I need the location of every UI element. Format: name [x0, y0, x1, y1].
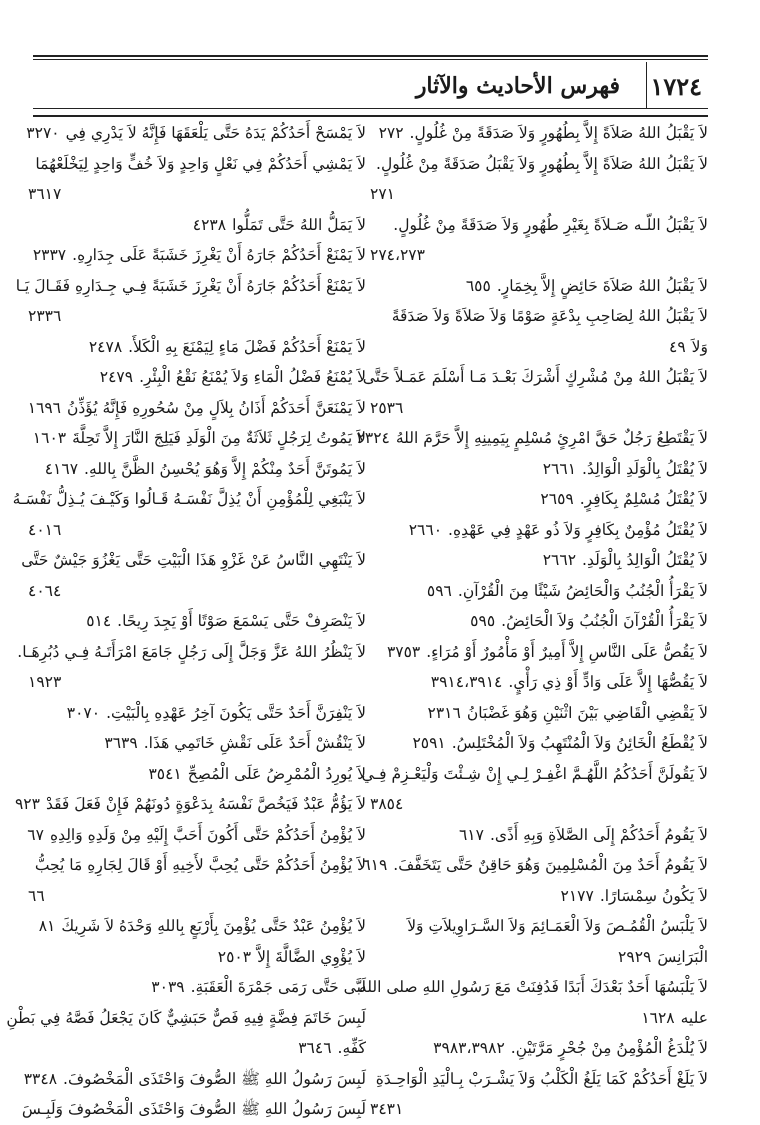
entry-text: لاَ يَقْتَطِعُ رَجُلٌ حَقَّ امْرِئٍ مُسْلِمٍ بِيَمِينِهِ إِلاَّ حَرَّمَ اللهُ: [395, 429, 708, 447]
entry-text: لاَ يَقْبَلُ اللهُ صَلاَةً إِلاَّ بِطُهُورٍ وَلاَ صَدَقَةً مِنْ غُلُولٍ.: [409, 124, 708, 142]
entry-text: لَبَّى حَتَّى رَمَى جَمْرَةَ الْعَقَبَةِ.: [190, 978, 366, 996]
entry-reference: ٢٦٥٩: [540, 490, 574, 508]
entry-reference: ٢٩٢٩: [618, 947, 652, 966]
index-entry: [370, 149, 708, 180]
entry-reference: ٣٩١٤،٣٩١٤: [430, 673, 503, 691]
entry-reference: ١٦٢٨: [641, 1008, 675, 1027]
entry-text: لَبِسَ خَاتَمَ فِضَّةٍ فِيهِ فَصٌّ حَبَشِيٌّ كَانَ يَجْعَلُ فَصَّهُ فِي بَطْنِ: [6, 1008, 366, 1027]
entry-text: لاَ يُقْتَلُ مُؤْمِنٌ بِكَافِرٍ وَلاَ ذُو عَهْدٍ فِي عَهْدِهِ.: [448, 520, 708, 539]
entry-text: لاَ يُمْنَعُ فَضْلُ الْمَاءِ وَلاَ يُمْنَعُ نَقْعُ الْبِئْرِ.: [139, 368, 366, 386]
entry-text: لاَ يَقُومُ أَحَدٌ مِنَ الْمُسْلِمِينَ وَهُوَ حَاقِنٌ حَتَّى يَتَخَفَّفَ.: [393, 856, 708, 874]
index-entry: [28, 515, 366, 546]
index-entry: [28, 179, 366, 210]
entry-text: لاَ يُورِدُ الْمُمْرِضُ عَلَى الْمُصِحِّ: [187, 764, 366, 783]
index-entry: [17, 637, 366, 668]
entry-reference: ٤٠٦٤: [28, 581, 62, 600]
entry-text: لاَ يَنْبَغِي لِلْمُؤْمِنِ أَنْ يُذِلَّ نَفْسَـهُ قَـالُوا وَكَيْـفَ يُـذِلُّ نَفْسَـهُ: [12, 490, 366, 508]
right-column: [356, 118, 708, 1125]
entry-reference: ٢٥٠٣: [217, 947, 252, 966]
index-entry: [28, 454, 366, 485]
index-entry: [370, 179, 708, 210]
index-entry: [28, 881, 366, 912]
index-entry: [370, 271, 708, 302]
index-entry: [370, 332, 708, 363]
entry-reference: ٣٠٣٩: [151, 978, 185, 996]
index-entry: [21, 1094, 366, 1125]
index-entry: [23, 1064, 366, 1095]
page-number: ١٧٢٤: [650, 72, 702, 101]
entry-reference: ٢٥٣٦: [370, 398, 404, 417]
entry-reference: ٢٧١: [370, 185, 395, 203]
index-entry: [358, 972, 708, 1003]
entry-text: لاَ يَمَلُّ اللهُ حَتَّى تَمَلُّوا: [232, 215, 366, 234]
entry-reference: ٢٥٩١: [412, 734, 446, 752]
index-entry: [370, 210, 708, 241]
entry-reference: ٨١: [38, 917, 56, 935]
index-entry: [370, 484, 708, 515]
entry-reference: ٣٧٥٣: [386, 642, 421, 661]
entry-text: الْبَرَانِسَ: [657, 947, 708, 966]
entry-reference: ٢٦٦١: [542, 459, 577, 478]
index-entry: [370, 240, 708, 271]
index-entry: [370, 301, 708, 332]
index-entry: [12, 484, 366, 515]
index-entry: [362, 850, 708, 881]
index-entry: [28, 423, 366, 454]
entry-reference: ٦٧: [27, 825, 44, 844]
entry-reference: ٣٦١٧: [28, 185, 62, 203]
entry-reference: ٥١٤: [86, 612, 112, 630]
index-entry: [6, 1003, 366, 1034]
index-entry: [370, 1033, 708, 1064]
entry-text: لاَ يَقْبَلُ اللّـه صَـلاَةً بِغَيْرِ طُهُورٍ وَلاَ صَدَقَةً مِنْ غُلُولٍ.: [393, 215, 708, 234]
entry-text: لاَ يُؤْمِنُ أَحَدُكُمْ حَتَّى أَكُونَ أَحَبَّ إِلَيْهِ مِنْ وَلَدِهِ وَالِدِهِ: [49, 825, 366, 844]
entry-reference: ١٩٢٣: [28, 673, 62, 691]
index-entry: [370, 942, 708, 973]
entry-text: لاَ يُؤْمِنُ أَحَدُكُمْ حَتَّى يُحِبَّ لأَخِيهِ أَوْ قَالَ لِجَارِهِ مَا يُحِبُّ: [34, 856, 366, 874]
index-entry: [370, 1064, 708, 1095]
entry-text: لاَ يَقْبَلُ اللهُ صَلاَةً إِلاَّ بِطُهُورٍ وَلاَ يَقْبَلُ صَدَقَةً مِنْ غُلُولٍ.: [376, 154, 708, 173]
entry-reference: ٢٦٦٢: [542, 551, 577, 569]
entry-text: لاَ يَنْقُشْ أَحَدٌ عَلَى نَقْشِ خَاتَمِي هَذَا.: [143, 734, 366, 752]
entry-reference: ٩٢٣: [14, 795, 40, 813]
entry-reference: ٣٣٤٨: [23, 1069, 58, 1088]
index-entry: [28, 393, 366, 424]
index-entry: [370, 698, 708, 729]
index-entry: [28, 332, 366, 363]
index-entry: [28, 911, 366, 942]
entry-text: لاَ يَنْفِرَنَّ أَحَدٌ حَتَّى يَكُونَ آخِرُ عَهْدِهِ بِالْبَيْتِ.: [106, 703, 366, 722]
entry-text: لاَ يَمْنَعْ أَحَدُكُمْ جَارَهُ أَنْ يَغْرِزَ خَشَبَةً فِـي جِـدَارِهِ فَقَـالَ يَـا: [15, 276, 366, 295]
entry-text: لاَ يُلْدَغُ الْمُؤْمِنُ مِنْ جُحْرٍ مَرَّتَيْنِ.: [510, 1039, 708, 1057]
entry-reference: ٤٩: [669, 337, 686, 356]
index-entry: [362, 362, 708, 393]
entry-reference: ٣٠٧٠: [66, 703, 101, 722]
entry-text: لاَ يَمْنَعْ أَحَدُكُمْ فَضْلَ مَاءٍ لِيَمْنَعَ بِهِ الْكَلأَ.: [128, 337, 366, 356]
entry-reference: ٣٤٣١: [370, 1100, 404, 1118]
header-separator: [646, 62, 647, 108]
index-entry: [28, 149, 366, 180]
entry-text: لاَ يُقْتَلُ بِالْوَلَدِ الْوَالِدُ.: [582, 459, 708, 478]
entry-reference: ٣٩٨٣،٣٩٨٢: [433, 1039, 505, 1057]
index-entry: [28, 759, 366, 790]
index-entry: [370, 881, 708, 912]
entry-text: لاَ يَنْتَهِي النَّاسُ عَنْ غَزْوِ هَذَا الْبَيْتِ حَتَّى يَغْزُوَ جَيْشٌ حَتَّى: [21, 551, 366, 569]
entry-text: لاَ يَلَغْ أَحَدُكُمْ كَمَا يَلَغُ الْكَلْبُ وَلاَ يَشْـرَبْ بِـالْيَدِ الْوَاحِـدَةِ: [375, 1069, 708, 1088]
entry-reference: ٢٦٦٠: [408, 520, 443, 539]
entry-reference: ٢٧٤،٢٧٣: [370, 246, 425, 264]
entry-text: لَبِسَ رَسُولُ اللهِ ﷺ الصُّوفَ وَاحْتَذَى الْمَخْصُوفَ.: [63, 1069, 366, 1088]
index-entry: [370, 545, 708, 576]
entry-text: لاَ يَمُوتُ لِرَجُلٍ ثَلاَثَةٌ مِنَ الْوَلَدِ فَيَلِجَ النَّارَ إِلاَّ تَحِلَّةَ: [72, 429, 366, 447]
index-entry: [28, 362, 366, 393]
index-entry: [28, 942, 366, 973]
entry-text: لاَ يَؤُمُّ عَبْدٌ فَيَخُصَّ نَفْسَهُ بِدَعْوَةٍ دُونَهُمْ فَإِنْ فَعَلَ فَقَدْ: [45, 795, 366, 813]
entry-text: لاَ يَمْشِي أَحَدُكُمْ فِي نَعْلٍ وَاحِدٍ وَلاَ خُفٍّ وَاحِدٍ لِيَخْلَعْهُمَا: [35, 154, 366, 173]
entry-reference: ٥٩٦: [426, 581, 452, 600]
index-entry: [370, 911, 708, 942]
index-entry: [28, 240, 366, 271]
index-entry: [370, 728, 708, 759]
entry-reference: ٦٦: [28, 886, 45, 905]
entry-text: لاَ يَقْرَأُ الْجُنُبُ وَالْحَائِضُ شَيْئًا مِنَ الْقُرْآنِ.: [457, 581, 708, 600]
index-entry: [28, 118, 366, 149]
index-entry: [28, 698, 366, 729]
index-entry: [370, 789, 708, 820]
index-entry: [28, 210, 366, 241]
entry-text: لَبِسَ رَسُولُ اللهِ ﷺ الصُّوفَ وَاحْتَذَى الْمَخْصُوفَ وَلَبِـسَ: [21, 1100, 366, 1118]
entry-text: لاَ يُقْطَعُ الْخَائِنُ وَلاَ الْمُنْتَهِبُ وَلاَ الْمُخْتَلِسُ.: [451, 734, 708, 752]
entry-text: لاَ يُؤْمِنُ عَبْدٌ حَتَّى يُؤْمِنَ بِأَرْبَعٍ بِاللهِ وَحْدَهُ لاَ شَرِيكَ: [61, 917, 366, 935]
index-entry: [370, 1094, 708, 1125]
entry-reference: ٤٢٣٨: [192, 215, 227, 234]
index-entry: [356, 423, 708, 454]
entry-text: لاَ يَلْبَسُ الْقُمُـصَ وَلاَ الْعَمَـائِمَ وَلاَ السَّـرَاوِيلاَتِ وَلاَ: [407, 917, 708, 935]
index-entry: [28, 972, 366, 1003]
entry-reference: ٣٦٣٩: [104, 734, 138, 752]
index-entry: [15, 271, 366, 302]
entry-reference: ٤٠١٦: [28, 520, 62, 539]
index-entry: [28, 850, 366, 881]
entry-text: لاَ يَلْبَسُهَا أَحَدٌ بَعْدَكَ أَبَدًا فَدُفِنَتْ مَعَ رَسُولِ اللهِ صلى الله: [358, 978, 708, 996]
entry-reference: ٢٣٣٦: [28, 307, 62, 325]
entry-text: كَفِّهِ.: [337, 1039, 366, 1057]
entry-reference: ٦٥٥: [465, 276, 491, 295]
index-entry: [28, 576, 366, 607]
entry-text: لاَ يَقْرَأُ الْقُرْآنَ الْجُنُبُ وَلاَ الْحَائِضُ.: [501, 612, 708, 630]
entry-reference: ٢٤٧٨: [88, 337, 123, 356]
entry-reference: ٦١٩: [362, 856, 388, 874]
entry-reference: ٢٣١٦: [427, 703, 461, 722]
entry-text: لاَ يَمْنَعَنَّ أَحَدَكُمْ أَذَانُ بِلاَلٍ مِنْ سُحُورِهِ فَإِنَّهُ يُؤَذِّنُ: [67, 398, 366, 417]
entry-reference: ٦١٧: [458, 825, 484, 844]
entry-reference: ٢٤٧٩: [99, 368, 134, 386]
index-entry: [370, 1003, 708, 1034]
entry-text: وَلاَ: [691, 337, 708, 356]
entry-reference: ١٦٩٦: [27, 398, 61, 417]
entry-reference: ٢٧٢: [378, 124, 404, 142]
index-entry: [370, 393, 708, 424]
entry-text: لاَ يَقُولَنَّ أَحَدُكُمُ اللَّهُـمَّ اغْفِـرْ لِـي إِنْ شِـئْتَ وَلْيَعْـزِمْ فِـي: [361, 764, 708, 783]
index-entry: [21, 545, 366, 576]
entry-text: لاَ يَقُصُّ عَلَى النَّاسِ إِلاَّ أَمِيرٌ أَوْ مَأْمُورٌ أَوْ مُرَاءٍ.: [426, 642, 708, 661]
entry-text: لاَ يَنْصَرِفْ حَتَّى يَسْمَعَ صَوْتًا أَوْ يَجِدَ رِيحًا.: [117, 612, 366, 630]
entry-text: لاَ يُقْتَلُ مُسْلِمٌ بِكَافِرٍ.: [579, 490, 708, 508]
entry-reference: ٢١٧٧: [560, 886, 594, 905]
index-entry: [370, 820, 708, 851]
index-entry: [28, 301, 366, 332]
index-entry: [14, 789, 366, 820]
index-entry: [370, 118, 708, 149]
entry-reference: ٥٩٥: [470, 612, 496, 630]
entry-text: لاَ يَقْبَلُ اللهُ صَلاَةَ حَائِضٍ إِلاَّ بِخِمَارٍ.: [496, 276, 708, 295]
entry-reference: ١٦٠٣: [32, 429, 67, 447]
entry-text: لاَ يَمُوتَنَّ أَحَدٌ مِنْكُمْ إِلاَّ وَهُوَ يُحْسِنُ الظَّنَّ بِاللهِ.: [84, 459, 366, 478]
entry-reference: ٤١٦٧: [44, 459, 79, 478]
index-entry: [370, 454, 708, 485]
index-entry: [28, 820, 366, 851]
index-entry: [28, 606, 366, 637]
entry-text: لاَ يَكُونُ سِمْسَارًا.: [599, 886, 708, 905]
entry-reference: ٣٢٧٠: [26, 124, 60, 142]
entry-text: لاَ يَمْسَحْ أَحَدُكُمْ يَدَهُ حَتَّى يَلْعَقَهَا فَإِنَّهُ لاَ يَدْرِي فِي: [65, 124, 366, 142]
index-entry: [370, 667, 708, 698]
entry-text: لاَ يَقْبَلُ اللهُ مِنْ مُشْرِكٍ أَشْرَكَ بَعْـدَ مَـا أَسْلَمَ عَمَـلاً حَتَّى: [362, 368, 708, 386]
index-entry: [28, 728, 366, 759]
entry-text: لاَ يَقُصُّهَا إِلاَّ عَلَى وَادٍّ أَوْ ذِي رَأْيٍ.: [508, 673, 708, 691]
entry-text: عليه: [680, 1008, 708, 1027]
index-entry: [28, 667, 366, 698]
index-entry: [28, 1033, 366, 1064]
entry-text: لاَ يُقْتَلُ الْوَالِدُ بِالْوَلَدِ.: [582, 551, 708, 569]
entry-reference: ٣٦٤٦: [298, 1039, 332, 1057]
entry-reference: ٢٣٢٤: [356, 429, 390, 447]
entry-text: لاَ يَقْضِي الْقَاضِي بَيْنَ اثْنَيْنِ وَهُوَ غَضْبَانُ: [466, 703, 708, 722]
entry-text: لاَ يَنْظُرُ اللهُ عَزَّ وَجَلَّ إِلَى رَجُلٍ جَامَعَ امْرَأَتَـهُ فِـي دُبُرِهَـا.: [17, 642, 366, 661]
entry-text: لاَ يَمْنَعْ أَحَدُكُمْ جَارَهُ أَنْ يَغْرِزَ خَشَبَةً عَلَى جِدَارِهِ.: [72, 246, 366, 264]
index-entry: [361, 759, 708, 790]
index-entry: [370, 637, 708, 668]
left-column: [6, 118, 366, 1125]
index-entry: [370, 515, 708, 546]
entry-text: لاَ يَقُومُ أَحَدُكُمْ إِلَى الصَّلاَةِ وَبِهِ أَذًى.: [489, 825, 708, 844]
page-title: فهرس الأحاديث والآثار: [415, 73, 620, 99]
entry-text: لاَ يَقْبَلُ اللهُ لِصَاحِبِ بِدْعَةٍ صَوْمًا وَلاَ صَلاَةً وَلاَ صَدَقَةً: [391, 307, 708, 325]
index-entry: [370, 576, 708, 607]
entry-reference: ٣٨٥٤: [370, 795, 404, 813]
index-entry: [370, 606, 708, 637]
entry-reference: ٢٣٣٧: [32, 246, 67, 264]
entry-text: لاَ يُؤْوِي الضَّالَّةَ إِلاَّ: [257, 947, 366, 966]
entry-reference: ٣٥٤١: [148, 764, 182, 783]
